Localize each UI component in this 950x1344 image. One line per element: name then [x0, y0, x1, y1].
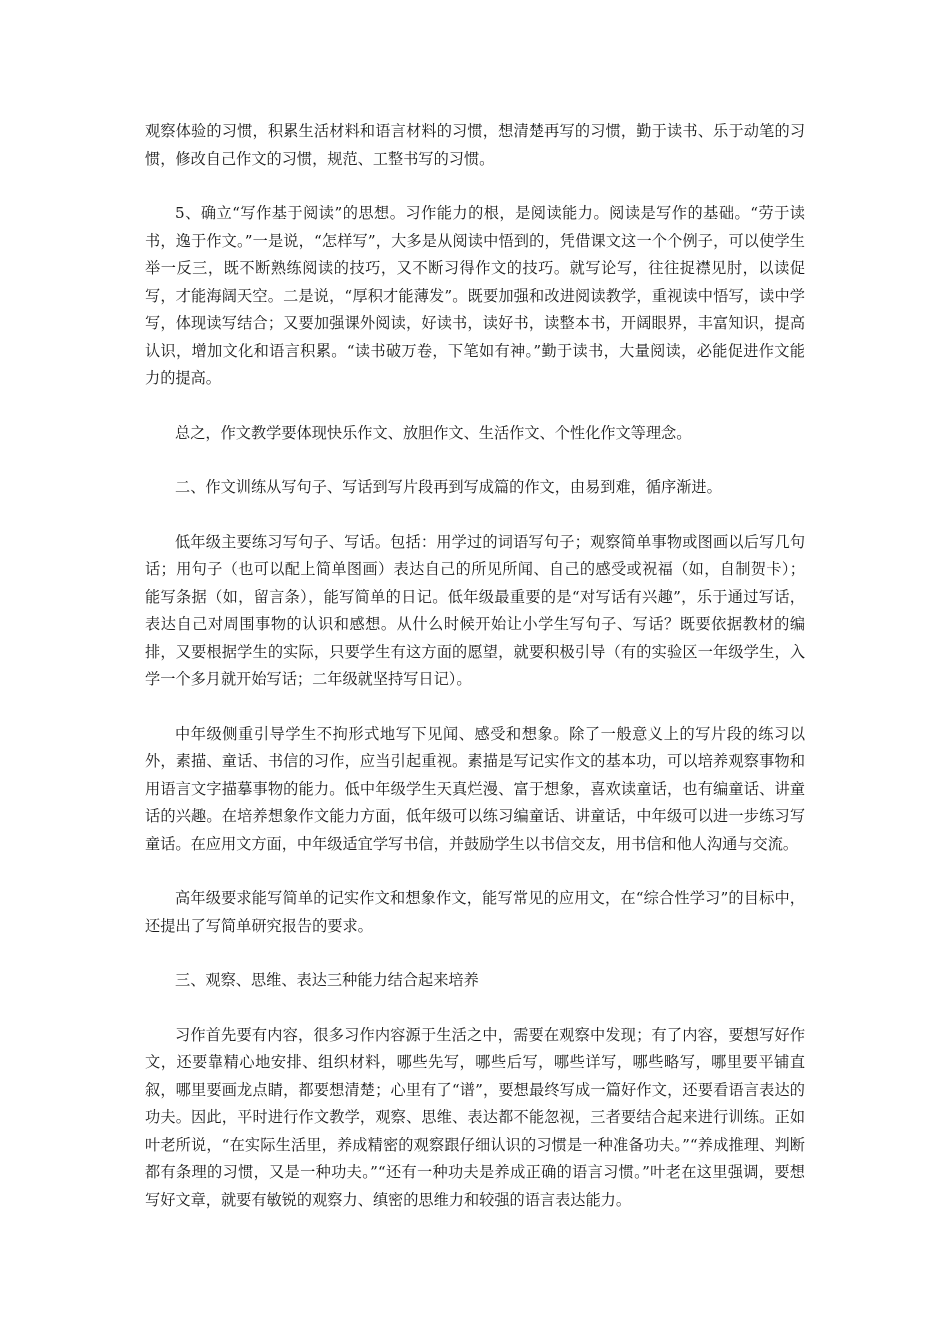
paragraph-reading-writing: 5、确立“写作基于阅读”的思想。习作能力的根，是阅读能力。阅读是写作的基础。“劳于读书，逸于作文。”一是说，“怎样写”，大多是从阅读中悟到的，凭借课文这一个个例子，可以使学生举一反三，既不断熟练阅读的技巧，又不断习得作文的技巧。就写论写，往往捉襟见肘，以读促写，才能海阔天空。二是说，“厚积才能薄发”。既要加强和改进阅读教学，重视读中悟写，读中学写，体现读写结合；又要加强课外阅读，好读书，读好书，读整本书，开阔眼界，丰富知识，提高认识，增加文化和语言积累。“读书破万卷，下笔如有神。”勤于读书，大量阅读，必能促进作文能力的提高。 — [145, 204, 805, 387]
paragraph-observation-thinking: 习作首先要有内容，很多习作内容源于生活之中，需要在观察中发现；有了内容，要想写好作文，还要靠精心地安排、组织材料，哪些先写，哪些后写，哪些详写，哪些略写，哪里要平铺直叙，哪里要画龙点睛，都要想清楚；心里有了“谱”，要想最终写成一篇好作文，还要看语言表达的功夫。因此，平时进行作文教学，观察、思维、表达都不能忽视，三者要结合起来进行训练。正如叶老所说，“在实际生活里，养成精密的观察跟仔细认识的习惯是一种准备功夫。”“养成推理、判断都有条理的习惯，又是一种功夫。”“还有一种功夫是养成正确的语言习惯。”叶老在这里强调，要想写好文章，就要有敏锐的观察力、缜密的思维力和较强的语言表达能力。 — [145, 1025, 805, 1209]
document-body — [145, 118, 805, 1241]
paragraph-lower-grade: 低年级主要练习写句子、写话。包括：用学过的词语写句子；观察简单事物或图画以后写几句话；用句子（也可以配上简单图画）表达自己的所见所闻、自己的感受或祝福（如，自制贺卡）；能写条据（如，留言条），能写简单的日记。低年级最重要的是“对写话有兴趣”，乐于通过写话，表达自己对周围事物的认识和感想。从什么时候开始让小学生写句子、写话？既要依据教材的编排，又要根据学生的实际，只要学生有这方面的愿望，就要积极引导（有的实验区一年级学生，入学一个多月就开始写话；二年级就坚持写日记）。 — [145, 532, 805, 688]
section-heading-three: 三、观察、思维、表达三种能力结合起来培养 — [175, 971, 479, 989]
paragraph-upper-grade: 高年级要求能写简单的记实作文和想象作文，能写常见的应用文，在“综合性学习”的目标中，还提出了写简单研究报告的要求。 — [145, 889, 805, 935]
paragraph-middle-grade: 中年级侧重引导学生不拘形式地写下见闻、感受和想象。除了一般意义上的写片段的练习以外，素描、童话、书信的习作，应当引起重视。素描是写记实作文的基本功，可以培养观察事物和用语言文字描摹事物的能力。低中年级学生天真烂漫、富于想象，喜欢读童话，也有编童话、讲童话的兴趣。在培养想象作文能力方面，低年级可以练习编童话、讲童话，中年级可以进一步练习写童话。在应用文方面，中年级适宜学写书信，并鼓励学生以书信交友，用书信和他人沟通与交流。 — [145, 724, 805, 853]
paragraph-summary: 总之，作文教学要体现快乐作文、放胆作文、生活作文、个性化作文等理念。 — [175, 423, 692, 442]
section-heading-two: 二、作文训练从写句子、写话到写片段再到写成篇的作文，由易到难，循序渐进。 — [175, 478, 722, 496]
paragraph-habits: 观察体验的习惯，积累生活材料和语言材料的习惯，想清楚再写的习惯，勤于读书、乐于动笔的习惯，修改自己作文的习惯，规范、工整书写的习惯。 — [145, 122, 805, 168]
